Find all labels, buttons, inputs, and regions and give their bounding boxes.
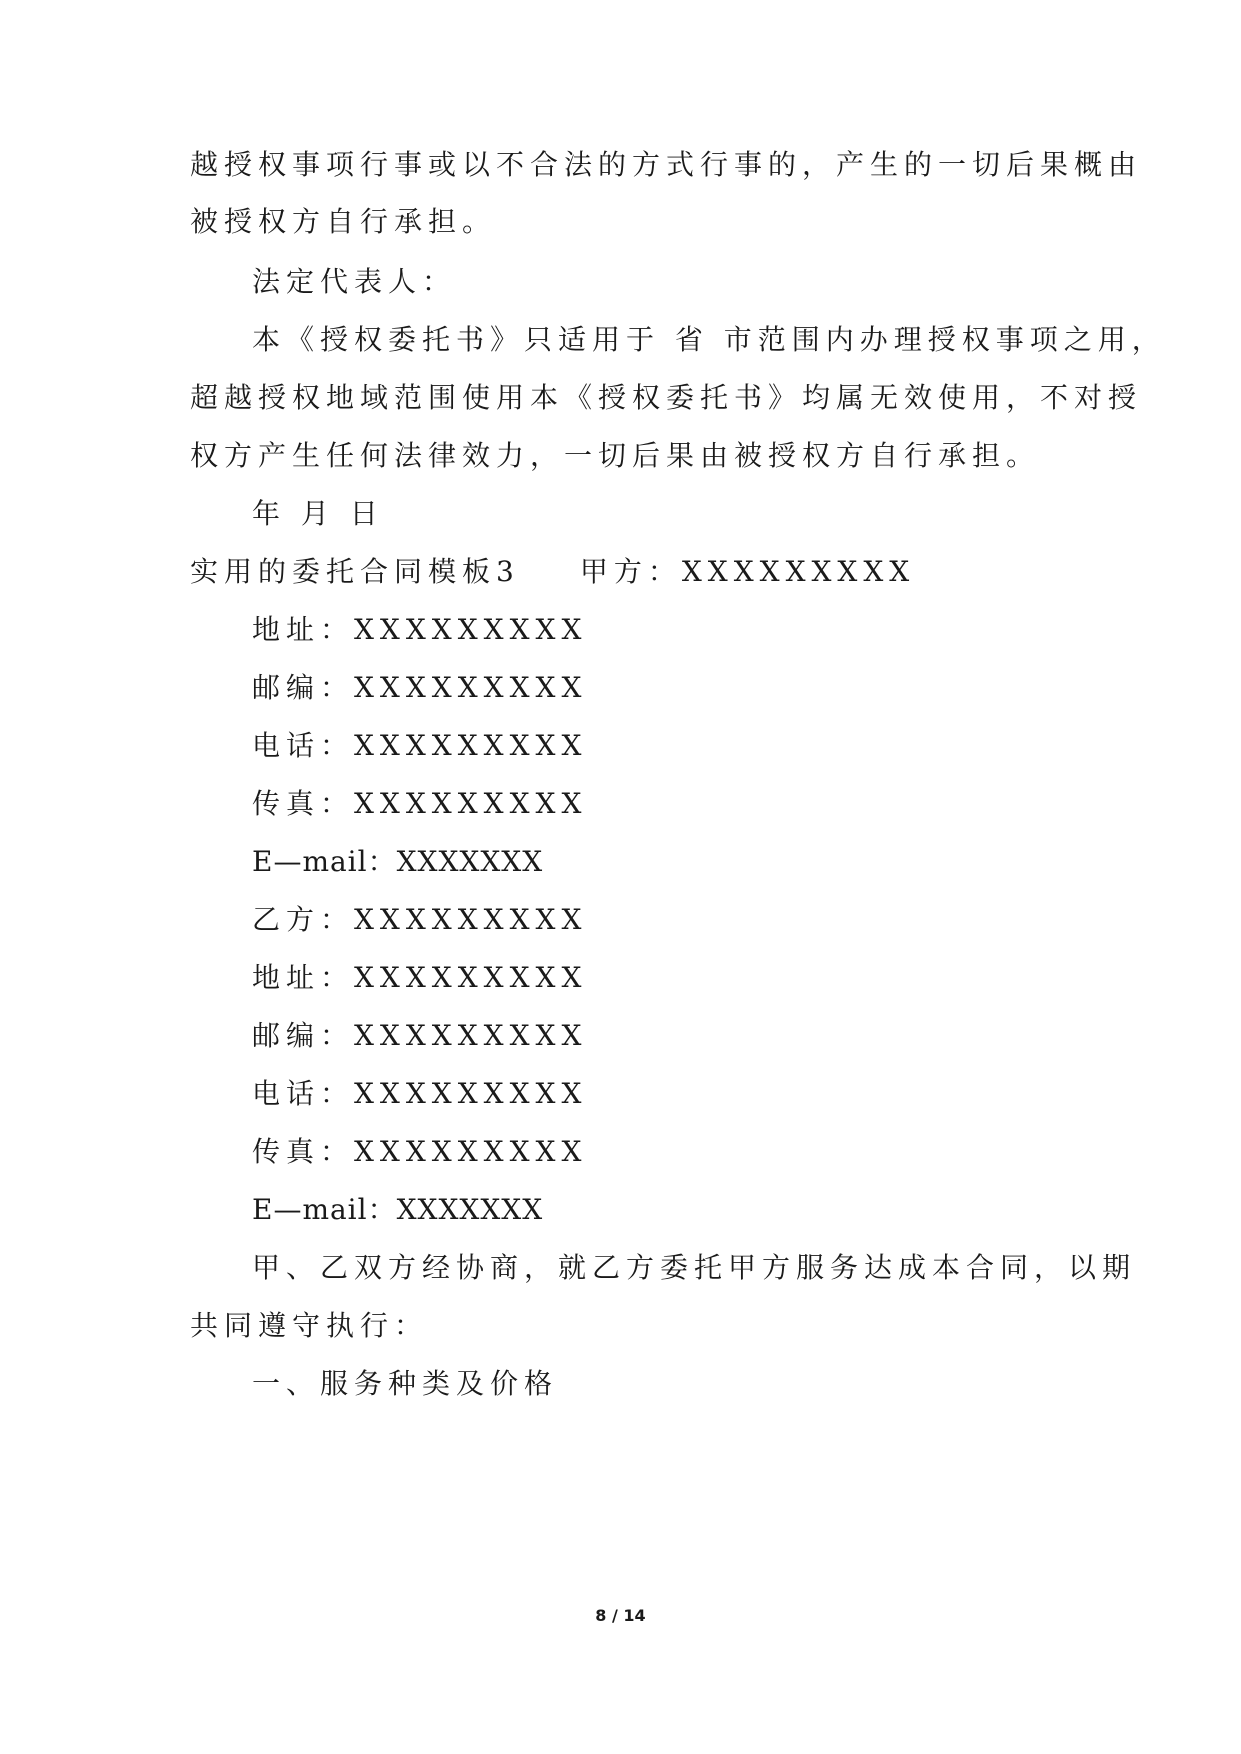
party-a-email: E—mail：XXXXXXX: [252, 845, 544, 878]
party-b-address: 地址：XXXXXXXXX: [252, 961, 588, 994]
party-b-email: E—mail：XXXXXXX: [252, 1193, 544, 1226]
body-text-line: 本《授权委托书》只适用于 省 市范围内办理授权事项之用，: [252, 323, 1166, 356]
date-line: 年 月 日: [252, 497, 384, 530]
party-a-postcode: 邮编：XXXXXXXXX: [252, 671, 588, 704]
party-b-name: 乙方：XXXXXXXXX: [252, 903, 588, 936]
page-number: 8 / 14: [595, 1606, 646, 1625]
section-title: 实用的委托合同模板3: [190, 555, 520, 588]
body-text-line: 越授权事项行事或以不合法的方式行事的，产生的一切后果概由: [190, 148, 1143, 181]
signature-label: 法定代表人：: [252, 265, 457, 298]
body-text-line: 甲、乙双方经协商，就乙方委托甲方服务达成本合同，以期: [252, 1251, 1137, 1284]
section-heading: 一、服务种类及价格: [252, 1367, 559, 1400]
party-a-name: 甲方：XXXXXXXXX: [579, 555, 916, 588]
body-text-line: 权方产生任何法律效力，一切后果由被授权方自行承担。: [190, 439, 1041, 472]
body-text-line: 超越授权地域范围使用本《授权委托书》均属无效使用，不对授: [190, 381, 1143, 414]
body-text-line: 共同遵守执行：: [190, 1309, 429, 1342]
party-b-postcode: 邮编：XXXXXXXXX: [252, 1019, 588, 1052]
party-b-phone: 电话：XXXXXXXXX: [252, 1077, 588, 1110]
party-a-phone: 电话：XXXXXXXXX: [252, 729, 588, 762]
party-a-address: 地址：XXXXXXXXX: [252, 613, 588, 646]
party-b-fax: 传真：XXXXXXXXX: [252, 1135, 588, 1168]
section-heading-line: [190, 552, 915, 592]
party-a-fax: 传真：XXXXXXXXX: [252, 787, 588, 820]
body-text-line: 被授权方自行承担。: [190, 205, 497, 238]
